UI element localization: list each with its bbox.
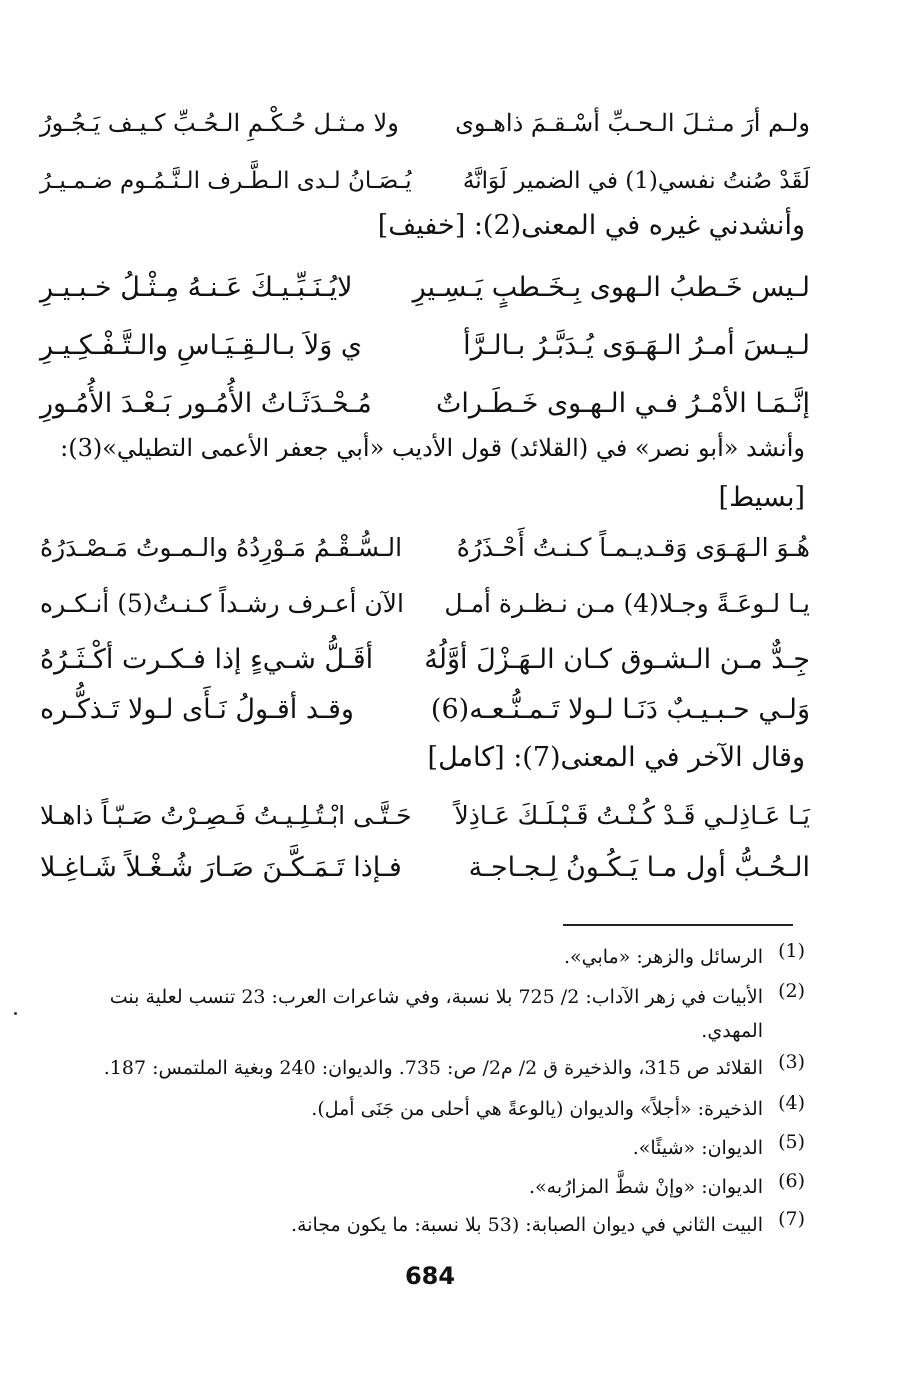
- verse-line: [40, 842, 810, 892]
- intro-line: وقال الآخر في المعنى(7): [كامل]: [427, 742, 805, 773]
- verse-first-hemistich: لَقَدْ صُنتُ نفسي(1) في الضمير لَوَانَّهُ: [462, 168, 810, 194]
- page-number: 684: [404, 1262, 456, 1290]
- verse-first-hemistich: لـيـسَ أمـرُ الـهَـوَى يُـدَبَّـرُ بـالـرَّأ: [463, 329, 810, 361]
- footnote-number: (7): [778, 1208, 805, 1230]
- footnote-separator: [563, 924, 793, 926]
- footnote: [60, 1170, 805, 1204]
- footnote-number: (5): [778, 1131, 805, 1153]
- verse-line: [40, 262, 810, 312]
- footnote-text: الديوان: «شيئًا».: [632, 1137, 763, 1159]
- verse-second-hemistich: حَـتَّـى ابْـتُـلِـيـتُ فَـصِـرْتُ صَـبّـاً ذاهـلا: [40, 800, 412, 830]
- verse-second-hemistich: ولا مـثـل حُـكْـمِ الـحُـبِّ كـيـف يَـجُـورُ: [40, 109, 399, 137]
- verse-second-hemistich: ي وَلاَ بـالـقِـيَـاسِ والـتَّـفْـكِـيـرِ: [40, 329, 362, 361]
- footnote-text: البيت الثاني في ديوان الصبابة: (53 بلا نسبة: ما يكون مجانة.: [290, 1214, 763, 1236]
- verse-second-hemistich: أقَـلُّ شـيءٍ إذا فـكـرت أكْـثَـرُهُ: [40, 643, 374, 675]
- verse-line: [40, 522, 810, 572]
- verse-first-hemistich: يَـا عَـاذِلـي قَـدْ كُـنْـتُ قَـبْـلَـكَ عَـاذِلاً: [454, 800, 810, 830]
- verse-line: [40, 684, 810, 734]
- footnote: [60, 980, 805, 1048]
- verse-line: [40, 98, 810, 148]
- verse-second-hemistich: لايُـنَـبِّـيـكَ عَـنـهُ مِـثْـلُ خـبـيـرِ: [40, 271, 353, 303]
- footnote: [60, 1131, 805, 1165]
- verse-first-hemistich: لـيس خَـطبُ الـهوى بِـخَـطبٍ يَـسِـيرِ: [412, 271, 810, 303]
- verse-line: [40, 790, 810, 840]
- footnote-text: الذخيرة: «أجلاً» والديوان (يالوعةً هي أحلى من جَنَى أمل).: [311, 1098, 763, 1120]
- verse-first-hemistich: وَلـي حـبـيـبٌ دَنَـا لـولا تَـمـنُّـعـه(6): [430, 693, 810, 725]
- verse-line: [40, 320, 810, 370]
- verse-second-hemistich: وقـد أقـولُ نَـأَى لـولا تَـذكُّـره: [40, 693, 354, 725]
- verse-first-hemistich: هُـوَ الـهَـوَى وَقـديـمـاً كـنـتُ أَحْـذَرُهُ: [456, 532, 810, 562]
- verse-line: [40, 634, 810, 684]
- verse-second-hemistich: الآن أعـرف رشـداً كـنـتُ(5) أنـكـره: [40, 588, 404, 618]
- verse-second-hemistich: مُـحْـدَثَـاتُ الأُمُـور بَـعْـدَ الأُمُـورِ: [40, 387, 372, 419]
- verse-first-hemistich: يـا لـوعَـةً وجـلا(4) مـن نـظـرة أمـل: [444, 588, 810, 618]
- verse-second-hemistich: الـسُّـقْـمُ مَـوْرِدُهُ والـمـوتُ مَـصْـدَرُهُ: [40, 532, 403, 562]
- verse-first-hemistich: ولـم أرَ مـثـلَ الـحـبِّ أسْـقـمَ ذاهـوى: [455, 109, 810, 137]
- verse-line: [40, 578, 810, 628]
- footnote: [60, 1051, 805, 1085]
- footnote: [60, 940, 805, 974]
- footnote-text: القلائد ص 315، والذخيرة ق 2/ م2/ ص: 735. والديوان: 240 وبغية الملتمس: 187.: [103, 1057, 763, 1079]
- verse-line: [40, 156, 810, 206]
- footnote-number: (4): [778, 1092, 805, 1114]
- footnote-number: (3): [778, 1051, 805, 1073]
- footnote-text: الأبيات في زهر الآداب: 2/ 725 بلا نسبة، وفي شاعرات العرب: 23 تنسب لعلية بنت المهدي.: [109, 986, 763, 1042]
- footnote: [60, 1208, 805, 1242]
- footnote-text: الرسائل والزهر: «مابي».: [563, 946, 763, 968]
- footnote-number: (6): [778, 1170, 805, 1192]
- footnote-number: (1): [778, 940, 805, 962]
- verse-second-hemistich: يُـصَـانُ لـدى الـطَّـرف الـنَّـمُـوم ضـمـيـرُ: [40, 168, 412, 194]
- footnote-number: (2): [778, 980, 805, 1002]
- footnote-text: الديوان: «وإنْ شطَّ المزارُبه».: [528, 1176, 763, 1198]
- verse-second-hemistich: فـإذا تَـمَـكَّـنَ صَـارَ شُـغْـلاً شَـاغِـلا: [40, 851, 402, 883]
- scan-speck: [14, 1012, 17, 1015]
- intro-line: وأنشد «أبو نصر» في (القلائد) قول الأديب «أبي جعفر الأعمى التطيلي»(3):: [60, 434, 805, 462]
- meter-label: [بسيط]: [718, 482, 805, 513]
- verse-first-hemistich: الـحُـبُّ أول مـا يَـكُـونُ لِـجـاجـة: [468, 851, 810, 883]
- verse-line: [40, 378, 810, 428]
- verse-first-hemistich: إنَّـمَـا الأمْـرُ فـي الـهـوى خَـطَـراتٌ: [435, 387, 810, 419]
- intro-line: وأنشدني غيره في المعنى(2): [خفيف]: [377, 210, 805, 241]
- footnote: [60, 1092, 805, 1126]
- verse-first-hemistich: جِـدٌّ مـن الـشـوق كـان الـهَـزْلَ أوَّلُهُ: [424, 643, 810, 675]
